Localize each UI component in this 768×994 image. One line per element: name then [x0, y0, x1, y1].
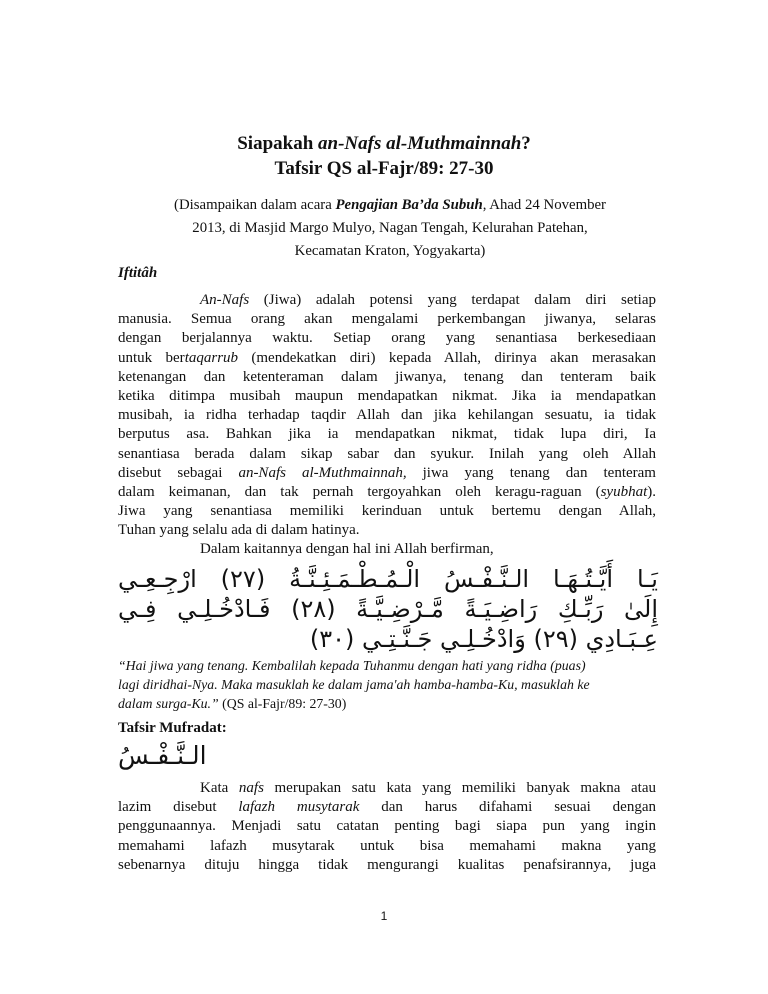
verse-citation: (QS al-Fajr/89: 27-30): [218, 696, 347, 711]
verse-line: يَـا أَيَّـتُـهَـا الـنَّـفْـسُ الْـمُـطْـمَـئِـنَّـةُ (٢٧) ارْجِـعِـي: [118, 565, 658, 593]
event-name: Pengajian Ba’da Subuh: [335, 197, 483, 213]
event-note: [140, 194, 640, 263]
paragraph-line: memahami lafazh musytarak untuk bisa memahami makna yang: [118, 837, 656, 854]
paragraph-line: sebenarnya dituju hingga tidak mengurangi kualitas penafsirannya, juga: [118, 856, 656, 873]
page-number: 1: [380, 909, 388, 923]
paragraph-line: Tuhan yang selalu ada di dalam hatinya.: [118, 522, 360, 539]
translation-line: “Hai jiwa yang tenang. Kembalilah kepada Tuhanmu dengan hati yang ridha (puas): [118, 658, 586, 673]
translation-line: dalam surga-Ku.” (QS al-Fajr/89: 27-30): [118, 696, 347, 711]
paragraph-line: disebut sebagai an-Nafs al-Muthmainnah, jiwa yang tenang dan tenteram: [118, 464, 656, 481]
page-title: Siapakah an-Nafs al-Muthmainnah?: [237, 133, 531, 154]
paragraph-line: Kata nafs merupakan satu kata yang memiliki banyak makna atau: [200, 780, 656, 796]
page-subtitle-verse: Tafsir QS al-Fajr/89: 27-30: [274, 158, 494, 179]
mufradat-paragraph: [118, 779, 656, 875]
translation-line: lagi diridhai-Nya. Maka masuklah ke dalam jama'ah hamba-hamba-Ku, masuklah ke: [118, 677, 590, 692]
iftitah-paragraph: [118, 291, 656, 540]
paragraph-line: senantiasa berada dalam sikap sabar dan syukur. Inilah yang oleh Allah: [118, 445, 656, 462]
section-heading-mufradat: Tafsir Mufradat:: [118, 720, 227, 736]
verse-line: إِلَىٰ رَبِّـكِ رَاضِـيَـةً مَّـرْضِـيَّـةً (٢٨) فَـادْخُـلِـي فِـي: [118, 595, 658, 623]
title-italic: an-Nafs al-Muthmainnah: [318, 133, 522, 154]
paragraph-line: untuk bertaqarrub (mendekatkan diri) kepada Allah, dirinya akan merasakan: [118, 349, 656, 366]
paragraph-line: lazim disebut lafazh musytarak dan harus difahami sesuai dengan: [118, 799, 657, 816]
verse-line: عِـبَـادِي (٢٩) وَادْخُـلِـي جَـنَّـتِـي (٣٠): [309, 625, 658, 653]
paragraph-line: Jiwa yang senantiasa memiliki kerinduan untuk bertemu dengan Allah,: [118, 503, 656, 520]
quran-verse: [118, 564, 658, 654]
paragraph-line: dengan berjalannya waktu. Setiap orang yang senantiasa berkesediaan: [118, 330, 656, 347]
section-heading-iftitah: Iftitâh: [118, 265, 158, 281]
paragraph-line: ketika ditimpa musibah maupun mendapatkan nikmat. Jika ia mendapatkan: [118, 387, 656, 404]
paragraph-line: manusia. Semua orang akan mengalami perkembangan jiwanya, selaras: [118, 311, 656, 328]
paragraph-line: musibah, ia ridha terhadap taqdir Allah dan jika kehilangan sesuatu, ia tidak: [118, 407, 656, 424]
paragraph-line: berputus asa. Bahkan jika ia mendapatkan nikmat, tidak lupa diri, Ia: [118, 426, 656, 443]
event-note-line: (Disampaikan dalam acara Pengajian Ba’da Subuh, Ahad 24 November: [174, 197, 606, 213]
verse-lead-in: Dalam kaitannya dengan hal ini Allah berfirman,: [200, 541, 494, 557]
paragraph-line: An-Nafs (Jiwa) adalah potensi yang terdapat dalam diri setiap: [200, 292, 656, 308]
event-note-line: Kecamatan Kraton, Yogyakarta): [294, 243, 486, 259]
mufradat-word: الـنَّـفْـسُ: [118, 741, 207, 770]
paragraph-line: penggunaannya. Menjadi satu catatan penting bagi siapa pun yang ingin: [118, 818, 656, 835]
event-note-line: 2013, di Masjid Margo Mulyo, Nagan Tengah, Kelurahan Patehan,: [192, 220, 588, 236]
paragraph-line: ketenangan dan ketenteraman dalam jiwanya, tenang dan tenteram baik: [118, 368, 656, 385]
paragraph-line: dalam keimanan, dan tak pernah tergoyahkan oleh keragu-raguan (syubhat).: [118, 483, 656, 500]
verse-translation: [118, 656, 658, 713]
